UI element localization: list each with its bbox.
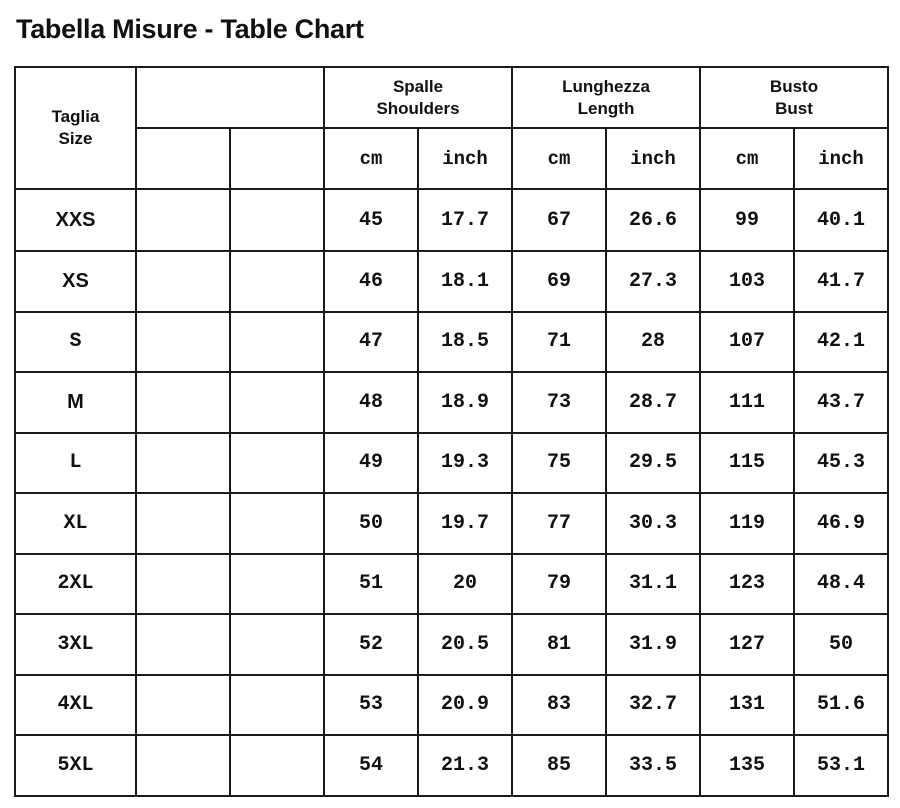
empty-cell	[136, 675, 230, 736]
length-inch-cell: 27.3	[606, 251, 700, 312]
empty-cell	[230, 372, 324, 433]
bust-cm-cell: 127	[700, 614, 794, 675]
bust-inch-cell: 42.1	[794, 312, 888, 373]
shoulders-inch-cell: 18.5	[418, 312, 512, 373]
empty-cell	[136, 372, 230, 433]
shoulders-header-en: Shoulders	[376, 98, 460, 118]
length-inch-cell: 28.7	[606, 372, 700, 433]
empty-cell	[230, 251, 324, 312]
length-inch-cell: 32.7	[606, 675, 700, 736]
shoulders-cm-cell: 46	[324, 251, 418, 312]
size-header-en: Size	[58, 129, 93, 148]
size-cell: 2XL	[15, 554, 136, 615]
shoulders-inch-cell: 20.9	[418, 675, 512, 736]
table-row	[15, 189, 888, 251]
table-row	[15, 614, 888, 675]
empty-cell	[136, 735, 230, 796]
shoulders-inch-cell: 17.7	[418, 189, 512, 251]
table-row	[15, 675, 888, 736]
shoulders-inch-cell: 18.9	[418, 372, 512, 433]
bust-inch-cell: 48.4	[794, 554, 888, 615]
unit-cell: cm	[324, 128, 418, 189]
shoulders-cm-cell: 49	[324, 433, 418, 494]
bust-cm-cell: 99	[700, 189, 794, 251]
table-row	[15, 251, 888, 312]
empty-unit-cell	[230, 128, 324, 189]
empty-cell	[136, 614, 230, 675]
unit-cell: inch	[418, 128, 512, 189]
bust-cm-cell: 131	[700, 675, 794, 736]
length-cm-cell: 83	[512, 675, 606, 736]
length-inch-cell: 31.9	[606, 614, 700, 675]
bust-inch-cell: 41.7	[794, 251, 888, 312]
bust-cm-cell: 123	[700, 554, 794, 615]
table-row	[15, 554, 888, 615]
shoulders-inch-cell: 19.3	[418, 433, 512, 494]
size-cell: XXS	[15, 189, 136, 251]
size-header-cell	[15, 67, 136, 189]
shoulders-header-it: Spalle	[392, 76, 444, 96]
shoulders-header	[324, 67, 512, 128]
shoulders-inch-cell: 21.3	[418, 735, 512, 796]
size-cell: 3XL	[15, 614, 136, 675]
length-cm-cell: 67	[512, 189, 606, 251]
length-inch-cell: 33.5	[606, 735, 700, 796]
size-cell: 5XL	[15, 735, 136, 796]
empty-cell	[136, 312, 230, 373]
bust-inch-cell: 53.1	[794, 735, 888, 796]
length-cm-cell: 79	[512, 554, 606, 615]
shoulders-cm-cell: 48	[324, 372, 418, 433]
table-row	[15, 372, 888, 433]
length-cm-cell: 73	[512, 372, 606, 433]
table-row	[15, 493, 888, 554]
length-cm-cell: 75	[512, 433, 606, 494]
bust-header-en: Bust	[775, 98, 813, 118]
empty-cell	[136, 554, 230, 615]
shoulders-cm-cell: 52	[324, 614, 418, 675]
empty-cell	[136, 433, 230, 494]
bust-cm-cell: 103	[700, 251, 794, 312]
empty-unit-cell	[136, 128, 230, 189]
empty-cell	[230, 675, 324, 736]
unit-cell: inch	[606, 128, 700, 189]
bust-inch-cell: 43.7	[794, 372, 888, 433]
empty-cell	[136, 493, 230, 554]
shoulders-inch-cell: 19.7	[418, 493, 512, 554]
unit-cell: cm	[700, 128, 794, 189]
empty-cell	[230, 189, 324, 251]
bust-cm-cell: 107	[700, 312, 794, 373]
size-cell: 4XL	[15, 675, 136, 736]
shoulders-inch-cell: 20	[418, 554, 512, 615]
shoulders-cm-cell: 45	[324, 189, 418, 251]
empty-cell	[230, 554, 324, 615]
shoulders-cm-cell: 53	[324, 675, 418, 736]
size-cell: XL	[15, 493, 136, 554]
length-inch-cell: 26.6	[606, 189, 700, 251]
shoulders-inch-cell: 18.1	[418, 251, 512, 312]
bust-inch-cell: 50	[794, 614, 888, 675]
bust-cm-cell: 111	[700, 372, 794, 433]
table-row	[15, 735, 888, 796]
length-cm-cell: 81	[512, 614, 606, 675]
shoulders-cm-cell: 54	[324, 735, 418, 796]
size-header-it: Taglia	[51, 107, 100, 126]
bust-cm-cell: 119	[700, 493, 794, 554]
table-row	[15, 312, 888, 373]
empty-cell	[136, 189, 230, 251]
shoulders-cm-cell: 47	[324, 312, 418, 373]
size-cell: M	[15, 372, 136, 433]
shoulders-inch-cell: 20.5	[418, 614, 512, 675]
empty-cell	[136, 251, 230, 312]
length-cm-cell: 71	[512, 312, 606, 373]
length-cm-cell: 85	[512, 735, 606, 796]
bust-cm-cell: 135	[700, 735, 794, 796]
bust-inch-cell: 40.1	[794, 189, 888, 251]
unit-header-row	[15, 128, 888, 189]
length-inch-cell: 30.3	[606, 493, 700, 554]
length-header	[512, 67, 700, 128]
empty-cell	[230, 735, 324, 796]
empty-cell	[230, 433, 324, 494]
shoulders-cm-cell: 50	[324, 493, 418, 554]
empty-cell	[230, 312, 324, 373]
unit-cell: cm	[512, 128, 606, 189]
length-header-it: Lunghezza	[562, 76, 650, 96]
length-cm-cell: 77	[512, 493, 606, 554]
group-header-row	[15, 67, 888, 128]
bust-header-it: Busto	[769, 76, 819, 96]
page-title: Tabella Misure - Table Chart	[16, 14, 364, 44]
size-table	[14, 66, 889, 797]
bust-header	[700, 67, 888, 128]
size-cell: XS	[15, 251, 136, 312]
empty-cell	[230, 614, 324, 675]
length-inch-cell: 28	[606, 312, 700, 373]
bust-inch-cell: 46.9	[794, 493, 888, 554]
bust-inch-cell: 45.3	[794, 433, 888, 494]
shoulders-cm-cell: 51	[324, 554, 418, 615]
length-header-en: Length	[577, 98, 635, 118]
table-body	[15, 189, 888, 796]
bust-inch-cell: 51.6	[794, 675, 888, 736]
length-inch-cell: 29.5	[606, 433, 700, 494]
size-cell: L	[15, 433, 136, 494]
length-inch-cell: 31.1	[606, 554, 700, 615]
size-cell: S	[15, 312, 136, 373]
empty-header-cell	[136, 67, 324, 128]
length-cm-cell: 69	[512, 251, 606, 312]
unit-cell: inch	[794, 128, 888, 189]
table-row	[15, 433, 888, 494]
empty-cell	[230, 493, 324, 554]
bust-cm-cell: 115	[700, 433, 794, 494]
